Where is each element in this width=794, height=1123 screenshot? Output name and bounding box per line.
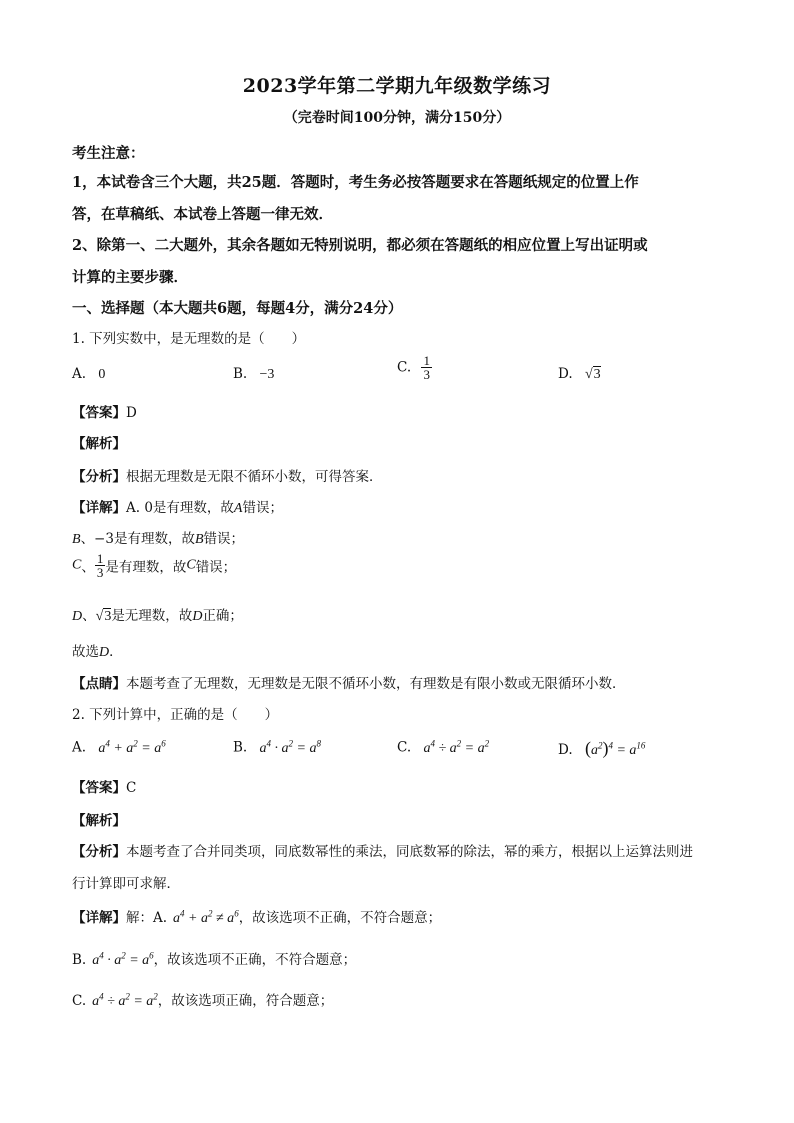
q1-option-c — [397, 354, 432, 381]
page-title: 2023学年第二学期九年级数学练习 — [242, 75, 552, 97]
q2-detail-a — [72, 906, 441, 927]
detail-a-end: ，故该选项不正确，不符合题意； — [238, 910, 442, 926]
detail-c-prefix: C. — [72, 993, 87, 1009]
q2-detail-b — [72, 948, 356, 969]
q2-option-c — [397, 738, 489, 757]
separator: 、 — [82, 608, 96, 624]
q1-option-a-value: 0 — [98, 367, 106, 382]
detail-tag: 【详解】 — [72, 910, 126, 926]
choose-end: ． — [109, 644, 123, 660]
q1-detail-a — [72, 496, 283, 517]
choose-text: 故选 — [72, 644, 99, 660]
detail-a-prefix: 解：A. — [126, 910, 168, 926]
q1-option-b — [233, 366, 274, 383]
point-text: 本题考查了无理数，无理数是无限不循环小数，有理数是有限小数或无限循环小数． — [126, 676, 626, 692]
notice-item2-line1: 2、除第一、二大题外，其余各题如无特别说明，都必须在答题纸的相应位置上写出证明或 — [72, 237, 648, 254]
detail-d-end: 正确； — [202, 608, 243, 624]
q1-option-c-letter: C. — [397, 359, 412, 376]
detail-b-text: 、−3是有理数，故 — [80, 531, 195, 547]
q2-answer — [72, 776, 136, 796]
q1-analysis-tag: 【解析】 — [72, 436, 126, 452]
detail-d-text: 是无理数，故 — [111, 608, 193, 624]
q1-point — [72, 672, 626, 692]
q2-fenxi-line2: 行计算即可求解． — [72, 876, 180, 892]
fraction-denominator: 3 — [96, 565, 104, 580]
q1-choose — [72, 640, 123, 661]
fraction-denominator: 3 — [423, 367, 430, 382]
detail-b-end: 错误； — [203, 531, 245, 547]
q2-option-d-letter: D. — [558, 742, 573, 758]
q2-detail-c — [72, 989, 333, 1010]
detail-tag: 【详解】 — [72, 500, 126, 516]
section1-heading: 一、选择题（本大题共6题，每题4分，满分24分） — [72, 300, 403, 317]
fenxi-tag: 【分析】 — [72, 844, 126, 860]
point-tag: 【点睛】 — [72, 676, 126, 692]
q1-option-d-sqrt: √3 — [584, 367, 601, 382]
notice-item2-line2: 计算的主要步骤． — [72, 269, 188, 286]
separator: 、 — [81, 559, 95, 576]
answer-value: D — [126, 405, 137, 421]
q1-option-a — [72, 366, 105, 383]
q1-answer — [72, 401, 137, 421]
q2-option-b-letter: B. — [233, 739, 248, 756]
q1-option-b-letter: B. — [233, 366, 248, 382]
detail-b-end: ，故该选项不正确，不符合题意； — [153, 952, 357, 968]
q2-fenxi-line1 — [72, 840, 693, 860]
q2-option-b-expr: $a^4 \cdot a^2 = a^8$ — [259, 738, 321, 756]
fenxi-text: 本题考查了合并同类项，同底数幂性的乘法，同底数幂的除法，幂的乘方，根据以上运算法则进 — [126, 844, 693, 860]
q1-detail-d — [72, 604, 243, 625]
q1-option-c-fraction — [421, 354, 432, 381]
var-a: A — [233, 501, 243, 516]
fraction-numerator: 1 — [423, 353, 430, 368]
radicand: 3 — [104, 609, 112, 624]
detail-a-expr: $a^4 + a^2 \ne a^6$ — [173, 908, 239, 926]
var-b: B — [194, 532, 204, 547]
fraction-one-third — [95, 552, 106, 579]
var-d: D — [99, 645, 110, 660]
q2-option-b — [233, 738, 321, 757]
fenxi-tag: 【分析】 — [72, 469, 126, 485]
detail-c-end: ，故该选项正确，符合题意； — [157, 993, 334, 1009]
page-subtitle: （完卷时间100分钟，满分150分） — [283, 110, 511, 126]
q1-option-b-value: −3 — [259, 367, 275, 382]
detail-b-prefix: B. — [72, 952, 87, 968]
notice-item1-line2: 答，在草稿纸、本试卷上答题一律无效． — [72, 206, 333, 223]
var-b: B — [72, 532, 81, 547]
q1-detail-c — [72, 552, 236, 579]
var-c: C — [186, 557, 196, 573]
radicand: 3 — [593, 367, 601, 382]
q1-option-d-letter: D. — [558, 366, 573, 382]
var-d: D — [72, 609, 83, 624]
var-d: D — [192, 609, 203, 624]
detail-c-end: 错误； — [195, 559, 237, 576]
q2-option-a-letter: A. — [72, 739, 87, 756]
q1-option-a-letter: A. — [72, 366, 87, 382]
q1-stem: 1. 下列实数中，是无理数的是（ ） — [72, 331, 306, 347]
detail-c-text: 是有理数，故 — [105, 559, 187, 576]
q1-option-d — [558, 366, 601, 383]
sqrt-three: √3 — [95, 609, 112, 624]
answer-tag: 【答案】 — [72, 780, 126, 796]
q2-option-d — [558, 738, 645, 759]
notice-heading: 考生注意： — [72, 145, 145, 162]
q1-fenxi — [72, 465, 383, 485]
detail-b-expr: $a^4 \cdot a^2 = a^6$ — [92, 950, 154, 968]
fenxi-text: 根据无理数是无限不循环小数，可得答案． — [126, 469, 383, 485]
detail-c-expr: $a^4 \div a^2 = a^2$ — [92, 991, 158, 1009]
notice-item1-line1: 1，本试卷含三个大题，共25题．答题时，考生务必按答题要求在答题纸规定的位置上作 — [72, 174, 639, 191]
q2-option-c-expr: $a^4 \div a^2 = a^2$ — [423, 738, 490, 756]
q2-option-c-letter: C. — [397, 739, 412, 756]
var-c: C — [72, 557, 82, 573]
answer-value: C — [126, 780, 137, 796]
q2-option-a — [72, 738, 166, 757]
answer-tag: 【答案】 — [72, 405, 126, 421]
q2-analysis-tag: 【解析】 — [72, 813, 126, 829]
fraction-numerator: 1 — [96, 551, 104, 566]
detail-a-end: 错误； — [242, 500, 283, 516]
q2-option-d-expr: $(a^2)^4 = a^{16}$ — [584, 738, 646, 758]
q2-option-a-expr: $a^4 + a^2 = a^6$ — [98, 738, 166, 756]
q1-detail-b — [72, 527, 244, 548]
detail-a-text: A. 0是有理数，故 — [126, 500, 234, 516]
q2-stem: 2. 下列计算中，正确的是（ ） — [72, 707, 279, 723]
